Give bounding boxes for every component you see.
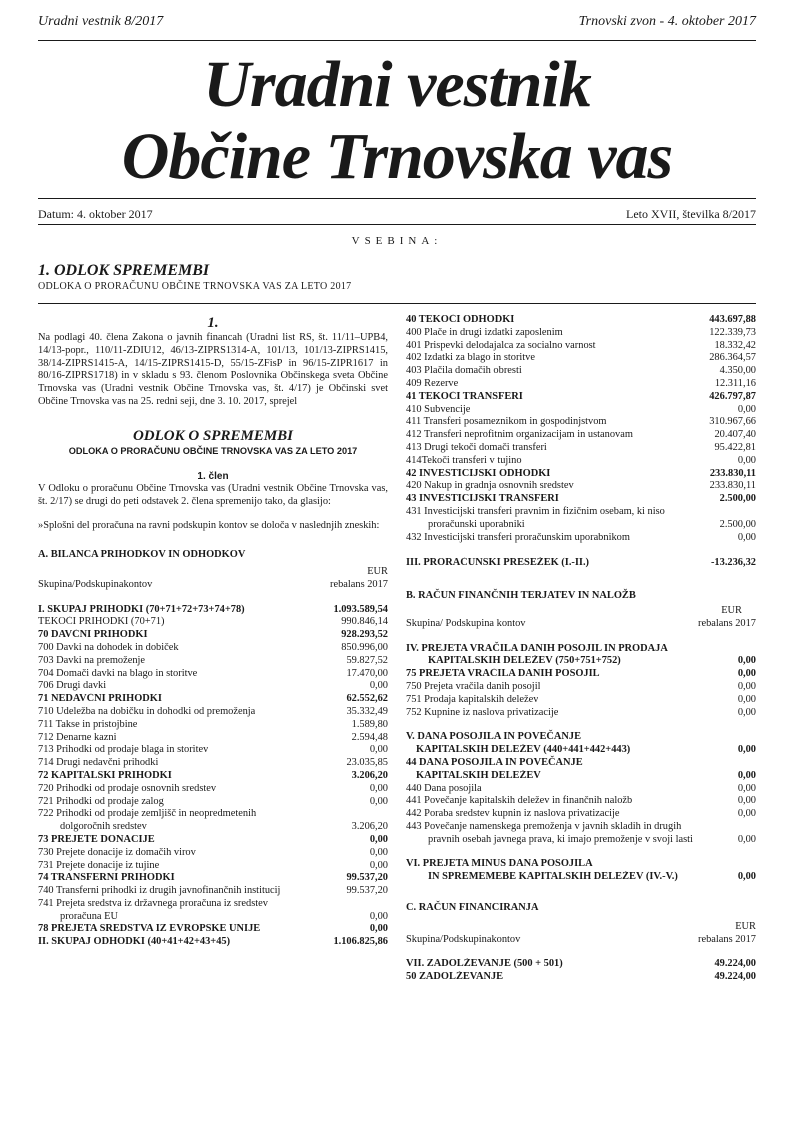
row-value: 0,00 xyxy=(369,744,388,756)
row-label: 703 Davki na premoženje xyxy=(38,654,146,666)
table-row xyxy=(38,885,388,898)
row-label: 412 Transferi neprofitnim organizacijam in ustanovam xyxy=(406,429,633,441)
row-value: 0,00 xyxy=(737,871,756,883)
table-row xyxy=(406,707,756,720)
table-row xyxy=(406,971,756,984)
table-row xyxy=(38,732,388,745)
d44-heading-row xyxy=(406,770,756,783)
row-label-continuation: proračunski uporabniki xyxy=(428,518,525,530)
row-value: 1.106.825,86 xyxy=(333,936,388,948)
row-label: 73 PREJETE DONACIJE xyxy=(38,833,155,845)
row-value: 35.332,49 xyxy=(346,705,388,717)
table-row xyxy=(38,936,388,949)
row-label: 706 Drugi davki xyxy=(38,680,107,692)
row-value: 310.967,66 xyxy=(709,416,756,428)
row-label: 731 Prejete donacije iz tujine xyxy=(38,859,160,871)
row-value: 2.500,00 xyxy=(719,518,756,530)
row-label-continuation: proračuna EU xyxy=(60,910,118,922)
table-row xyxy=(38,655,388,668)
table-row xyxy=(38,680,388,693)
document-number: 1. xyxy=(207,315,219,331)
row-label: 43 INVESTICIJSKI TRANSFERI xyxy=(406,493,559,505)
table-row xyxy=(38,847,388,860)
row-label: 720 Prihodki od prodaje osnovnih sredstev xyxy=(38,782,217,794)
table-row xyxy=(406,378,756,391)
row-value: 3.206,20 xyxy=(351,821,388,833)
row-value: 17.470,00 xyxy=(346,667,388,679)
loans-given-table xyxy=(406,783,756,847)
row-label: KAPITALSKIH DELEŽEV (440+441+442+443) xyxy=(416,744,631,756)
iv-heading-row xyxy=(406,655,756,668)
table-row xyxy=(406,340,756,353)
table-row xyxy=(406,391,756,404)
row-value: 2.500,00 xyxy=(719,493,756,505)
masthead-line2: Občine Trnovska vas xyxy=(121,120,673,193)
table-row xyxy=(406,532,756,545)
row-label: 442 Poraba sredstev kupnin iz naslova privatizacije xyxy=(406,808,620,820)
row-value: 18.332,42 xyxy=(714,339,756,351)
group-column-header: Skupina/Podskupinakontov xyxy=(38,578,153,590)
running-header-left: Uradni vestnik 8/2017 xyxy=(38,14,164,29)
row-value: 0,00 xyxy=(737,680,756,692)
row-label: 411 Transferi posameznikom in gospodinjstvom xyxy=(406,416,607,428)
row-value: 0,00 xyxy=(737,706,756,718)
row-value: 99.537,20 xyxy=(346,885,388,897)
row-label: I. SKUPAJ PRIHODKI (70+71+72+73+74+78) xyxy=(38,603,245,615)
row-value: 0,00 xyxy=(369,833,388,845)
contents-rule xyxy=(38,303,756,304)
row-value: 1.589,80 xyxy=(351,718,388,730)
financing-table xyxy=(406,958,756,984)
row-label: 710 Udeležba na dobičku in dohodki od premoženja xyxy=(38,705,256,717)
table-row xyxy=(406,365,756,378)
table-row xyxy=(38,706,388,719)
table-row xyxy=(406,455,756,468)
row-label: 40 TEKOČI ODHODKI xyxy=(406,314,515,325)
row-label: 413 Drugi tekoči domači transferi xyxy=(406,441,547,453)
expenditure-table xyxy=(406,314,756,544)
table-row xyxy=(38,693,388,706)
table-row-label: 741 Prejeta sredstva iz državnega proračuna iz sredstev xyxy=(38,897,268,909)
row-value: 0,00 xyxy=(737,833,756,845)
row-value: 95.422,81 xyxy=(714,441,756,453)
table-row xyxy=(406,681,756,694)
table-header-c xyxy=(406,934,756,947)
row-value: 62.552,62 xyxy=(346,693,388,705)
table-row xyxy=(406,442,756,455)
table-row xyxy=(38,770,388,783)
row-value: 0,00 xyxy=(737,808,756,820)
row-value: 426.797,87 xyxy=(709,390,756,402)
row-value: 233.830,11 xyxy=(709,480,756,492)
row-label: 440 Dana posojila xyxy=(406,782,482,794)
row-value: 99.537,20 xyxy=(346,872,388,884)
running-header-right: Trnovski zvon - 4. oktober 2017 xyxy=(578,14,756,29)
iv-heading-line1: IV. PREJETA VRAČILA DANIH POSOJIL IN PRODAJA xyxy=(406,642,668,654)
row-value: -13.236,32 xyxy=(710,557,756,569)
row-value: 23.035,85 xyxy=(346,757,388,769)
table-row xyxy=(38,719,388,732)
left-column xyxy=(38,314,388,949)
v-heading-line1: V. DANA POSOJILA IN POVEČANJE xyxy=(406,731,582,743)
row-label: 75 PREJETA VRAČILA DANIH POSOJIL xyxy=(406,668,600,680)
table-header xyxy=(38,579,388,592)
table-row xyxy=(406,480,756,493)
row-value: 0,00 xyxy=(737,403,756,415)
row-label-continuation: pravnih osebah javnega prava, ki imajo premoženje v svoji lasti xyxy=(428,833,693,845)
row-label: II. SKUPAJ ODHODKI (40+41+42+43+45) xyxy=(38,936,231,948)
table-row xyxy=(406,808,756,821)
row-label: 750 Prejeta vračila danih posojil xyxy=(406,680,541,692)
row-label: 42 INVESTICIJSKI ODHODKI xyxy=(406,467,551,479)
row-value: 0,00 xyxy=(737,655,756,667)
table-row xyxy=(38,629,388,642)
table-row xyxy=(38,834,388,847)
row-value: 233.830,11 xyxy=(709,467,756,479)
table-row xyxy=(38,796,388,809)
row-label: KAPITALSKIH DELEŽEV xyxy=(416,769,541,781)
row-label: 402 Izdatki za blago in storitve xyxy=(406,352,535,364)
currency-label-b: EUR xyxy=(721,604,742,616)
row-value: 0,00 xyxy=(737,782,756,794)
table-header-b xyxy=(406,618,756,631)
table-row xyxy=(38,642,388,655)
row-value: 0,00 xyxy=(737,454,756,466)
vi-heading-row xyxy=(406,871,756,884)
row-label: 714 Drugi nedavčni prihodki xyxy=(38,757,159,769)
table-row xyxy=(406,352,756,365)
table-row xyxy=(38,923,388,936)
table-row xyxy=(406,416,756,429)
row-label: 432 Investicijski transferi proračunskim uporabnikom xyxy=(406,531,630,543)
row-label: 420 Nakup in gradnja osnovnih sredstev xyxy=(406,480,574,492)
row-value: 59.827,52 xyxy=(346,654,388,666)
row-label: IN SPREMEMEBE KAPITALSKIH DELEŽEV (IV.-V.) xyxy=(428,871,678,883)
article-text: V Odloku o proračunu Občine Trnovska vas (Uradni vestnik Občine Trnovska vas, št. 2/17) se drugi do peti odstavek 2. člena spremenijo tako, da glasijo: xyxy=(38,482,388,507)
table-row xyxy=(406,694,756,707)
row-value: 2.594,48 xyxy=(351,731,388,743)
row-value: 0,00 xyxy=(737,693,756,705)
row-value: 850.996,00 xyxy=(341,641,388,653)
table-row xyxy=(38,604,388,617)
row-label: 414Tekoči transferi v tujino xyxy=(406,454,522,466)
table-row xyxy=(406,404,756,417)
table-row xyxy=(38,744,388,757)
issue-date: Datum: 4. oktober 2017 xyxy=(38,207,153,221)
table-row xyxy=(406,327,756,340)
table-row-label: 431 Investicijski transferi pravnim in fizičnim osebam, ki niso xyxy=(406,505,665,517)
row-label-continuation: dolgoročnih sredstev xyxy=(60,821,147,833)
row-value: 49.224,00 xyxy=(714,971,756,983)
row-label: 441 Povečanje kapitalskih deležev in finančnih naložb xyxy=(406,795,633,807)
row-value: 990.846,14 xyxy=(341,616,388,628)
row-value: 4.350,00 xyxy=(719,365,756,377)
table-row xyxy=(38,783,388,796)
row-label: 751 Prodaja kapitalskih deležev xyxy=(406,693,539,705)
table-row xyxy=(38,616,388,629)
row-label: 71 NEDAVČNI PRIHODKI xyxy=(38,693,162,705)
masthead-line1: Uradni vestnik xyxy=(203,48,591,121)
issue-number: Leto XVII, številka 8/2017 xyxy=(626,207,756,221)
section-b-heading: B. RAČUN FINANČNIH TERJATEV IN NALOŽB xyxy=(406,590,636,602)
group-column-header: Skupina/ Podskupina kontov xyxy=(406,617,526,629)
row-value: 0,00 xyxy=(737,769,756,781)
table-row xyxy=(38,860,388,873)
row-label: 711 Takse in pristojbine xyxy=(38,718,138,730)
row-label: 752 Kupnine iz naslova privatizacije xyxy=(406,706,559,718)
row-value: 49.224,00 xyxy=(714,958,756,970)
currency-label-c: EUR xyxy=(735,920,756,932)
value-column-header: rebalans 2017 xyxy=(330,578,388,590)
table-row xyxy=(406,795,756,808)
row-value: 0,00 xyxy=(369,859,388,871)
row-label: 400 Plače in drugi izdatki zaposlenim xyxy=(406,326,563,338)
masthead-rule-top xyxy=(38,198,756,199)
revenue-table xyxy=(38,604,388,950)
row-value: 928.293,52 xyxy=(341,629,388,641)
section-c-heading: C. RAČUN FINANCIRANJA xyxy=(406,902,539,914)
vi-heading-line1: VI. PREJETA MINUS DANA POSOJILA xyxy=(406,858,593,870)
header-rule xyxy=(38,40,756,41)
article-heading: 1. člen xyxy=(197,470,229,482)
table-row xyxy=(406,519,756,532)
odlok-subtitle: ODLOKA O PRORAČUNU OBČINE TRNOVSKA VAS ZA LETO 2017 xyxy=(68,445,358,456)
table-row xyxy=(38,872,388,885)
row-label: 700 Davki na dohodek in dobiček xyxy=(38,641,179,653)
row-value: 3.206,20 xyxy=(351,769,388,781)
quote-text: »Splošni del proračuna na ravni podskupin kontov se določa v naslednjih zneskih: xyxy=(38,520,380,532)
legal-intro: Na podlagi 40. člena Zakona o javnih financah (Uradni list RS, št. 11/11–UPB4, 14/13-popr., 110/11-ZDIU12, 46/13-ZIPRS1314-A, 101/13, 101/13-ZIPRS1415, 38/14-ZIPRS1415-A, 14/15-ZIPRS1415-D, 55/15-ZFisP in 96/15-ZIPR1617 in 80/16-ZIPRS1718) in v skladu s 93. členom Poslovnika Občinskega sveta Občine Trnovska vas (Uradni vestnik Občine Trnovska vas, št. 4/17) je Občinski svet Občine Trnovska vas na 25. redni seji, dne 3. 10. 2017, sprejel xyxy=(38,332,388,407)
table-row xyxy=(406,468,756,481)
row-value: 0,00 xyxy=(369,910,388,922)
value-column-header: rebalans 2017 xyxy=(698,933,756,945)
right-column xyxy=(406,314,756,984)
row-label: VII. ZADOLŽEVANJE (500 + 501) xyxy=(406,958,563,970)
row-value: 0,00 xyxy=(369,680,388,692)
v-heading-row xyxy=(406,744,756,757)
table-row xyxy=(406,668,756,681)
row-value: 0,00 xyxy=(369,846,388,858)
row-value: 0,00 xyxy=(737,744,756,756)
row-label: KAPITALSKIH DELEŽEV (750+751+752) xyxy=(428,655,621,667)
row-label: 78 PREJETA SREDSTVA IZ EVROPSKE UNIJE xyxy=(38,923,261,935)
table-row xyxy=(38,911,388,924)
row-label: 704 Domači davki na blago in storitve xyxy=(38,667,198,679)
row-label: 730 Prejete donacije iz domačih virov xyxy=(38,846,196,858)
table-row xyxy=(406,493,756,506)
row-label: 401 Prispevki delodajalca za socialno varnost xyxy=(406,339,596,351)
row-value: 0,00 xyxy=(737,795,756,807)
row-value: 0,00 xyxy=(737,531,756,543)
row-label: 712 Denarne kazni xyxy=(38,731,117,743)
row-value: 20.407,40 xyxy=(714,429,756,441)
row-label: TEKOČI PRIHODKI (70+71) xyxy=(38,616,165,628)
row-value: 0,00 xyxy=(369,782,388,794)
row-label: 50 ZADOLŽEVANJE xyxy=(406,971,504,983)
table-row xyxy=(38,821,388,834)
row-label: 713 Prihodki od prodaje blaga in storitev xyxy=(38,744,209,756)
row-value: 443.697,88 xyxy=(709,314,756,325)
row-value: 0,00 xyxy=(737,668,756,680)
row-label: 72 KAPITALSKI PRIHODKI xyxy=(38,769,172,781)
row-label: 41 TEKOČI TRANSFERI xyxy=(406,390,523,402)
table-row xyxy=(406,314,756,327)
table-row xyxy=(406,958,756,971)
row-label: 409 Rezerve xyxy=(406,377,459,389)
row-label: 70 DAVČNI PRIHODKI xyxy=(38,629,148,641)
table-row xyxy=(38,757,388,770)
row-value: 0,00 xyxy=(369,795,388,807)
contents-item-subtitle: ODLOKA O PRORAČUNU OBČINE TRNOVSKA VAS ZA LETO 2017 xyxy=(38,281,352,292)
currency-label: EUR xyxy=(367,565,388,577)
table-row xyxy=(406,834,756,847)
table-row-label: 443 Povečanje namenskega premoženja v javnih skladih in drugih xyxy=(406,820,682,832)
row-value: 122.339,73 xyxy=(709,326,756,338)
row-label: 403 Plačila domačih obresti xyxy=(406,365,522,377)
row-value: 12.311,16 xyxy=(714,377,756,389)
loans-repaid-table xyxy=(406,668,756,719)
section-a-heading: A. BILANCA PRIHODKOV IN ODHODKOV xyxy=(38,549,246,561)
row-label: 721 Prihodki od prodaje zalog xyxy=(38,795,164,807)
masthead-rule-bottom xyxy=(38,224,756,225)
row-label: 740 Transferni prihodki iz drugih javnofinančnih institucij xyxy=(38,885,281,897)
row-value: 0,00 xyxy=(369,923,388,935)
table-row xyxy=(406,429,756,442)
group-column-header: Skupina/Podskupinakontov xyxy=(406,933,521,945)
row-label: 410 Subvencije xyxy=(406,403,471,415)
row-value: 1.093.589,54 xyxy=(333,603,388,615)
table-row xyxy=(406,783,756,796)
table-row-label: 722 Prihodki od prodaje zemljišč in neopredmetenih xyxy=(38,808,257,820)
row-value: 286.364,57 xyxy=(709,352,756,364)
odlok-title: ODLOK O SPREMEMBI xyxy=(132,427,294,444)
d44-heading-line1: 44 DANA POSOJILA IN POVEČANJE xyxy=(406,756,583,768)
value-column-header: rebalans 2017 xyxy=(698,617,756,629)
surplus-row xyxy=(406,557,756,570)
contents-label: VSEBINA: xyxy=(351,235,443,247)
row-label: III. PRORAČUNSKI PRESEŽEK (I.-II.) xyxy=(406,557,590,569)
contents-item-title[interactable]: 1. ODLOK SPREMEMBI xyxy=(38,262,210,279)
row-label: 74 TRANSFERNI PRIHODKI xyxy=(38,872,175,884)
table-row xyxy=(38,668,388,681)
